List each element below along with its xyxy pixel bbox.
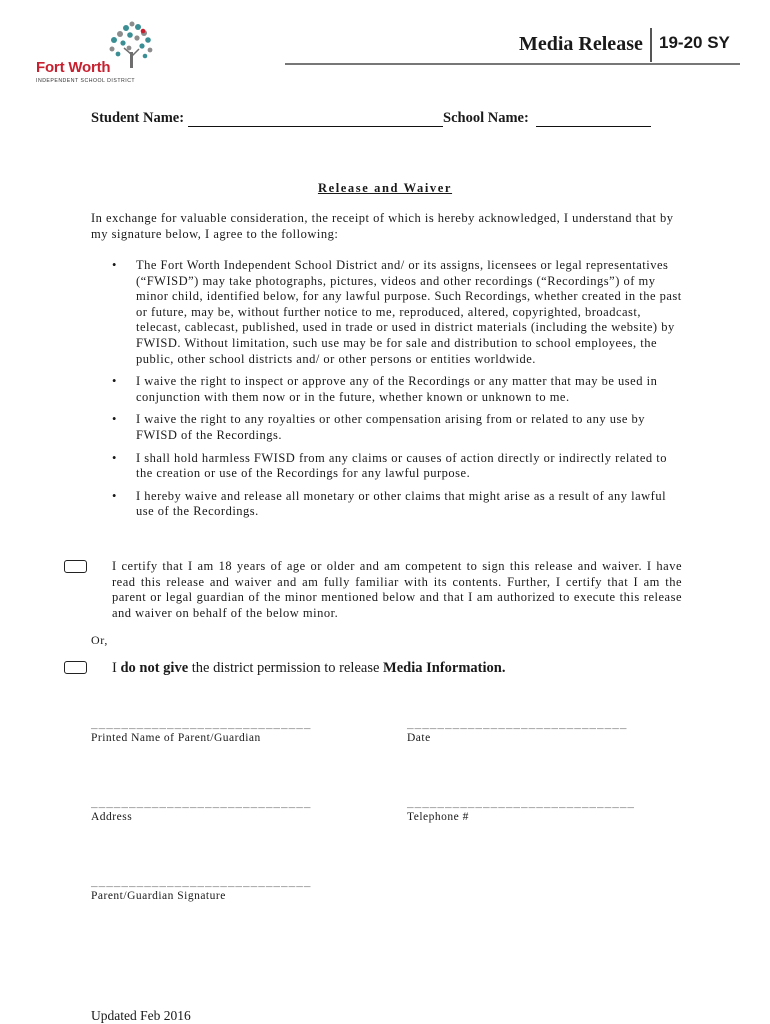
printed-name-field[interactable]: _____________________________ [91,720,312,732]
printed-name-label: Printed Name of Parent/Guardian [91,732,261,744]
logo-wordmark: Fort Worth [36,59,111,76]
bullet-icon: • [112,412,117,427]
school-year: 19-20 SY [659,33,730,52]
bullet-icon: • [112,488,117,503]
page-title: Media Release [519,33,643,55]
list-item [112,374,682,405]
no-permission-prefix: I [112,660,121,676]
bullet-icon: • [112,374,117,389]
address-field[interactable]: _____________________________ [91,799,312,811]
release-terms-list [112,258,682,527]
header-rule [285,63,740,65]
list-item [112,489,682,520]
term-text: I shall hold harmless FWISD from any claims or causes of action directly or indirectly related to the creation or use of the Recordings for any lawful purpose. [136,450,668,481]
certify-checkbox[interactable] [64,560,87,573]
release-heading: Release and Waiver [317,181,453,195]
list-item [112,451,682,482]
bullet-icon: • [112,450,117,465]
term-text: The Fort Worth Independent School District and/ or its assigns, licensees or legal representatives (“FWISD”) may take photographs, pictures, videos and other recordings (“Recordings”) of my minor child, identified below, for any lawful purpose. Such Recordings, whether created in the past or future, may be, without further notice to me, reproduced, altered, copyrighted, broadcast, telecast, cablecast, published, used in trade or used in district materials (including the website) by FWISD. Without limitation, such use may be for sale and distribution to school employees, the public, other school districts and/ or other persons or entities worldwide. [136,258,682,366]
logo-subtitle: INDEPENDENT SCHOOL DISTRICT [36,78,136,84]
certify-text: I certify that I am 18 years of age or older and am competent to sign this release and waiver. I have read this release and waiver and am fully familiar with its contents. Further, I certify that I am the parent or legal guardian of the minor mentioned below and that I am authorized to execute this release and waiver on behalf of the below minor. [112,559,682,620]
telephone-field[interactable]: ______________________________ [407,799,636,811]
telephone-label: Telephone # [407,811,469,823]
no-permission-middle: the district permission to release [188,660,384,676]
no-permission-text [112,660,505,677]
no-permission-checkbox[interactable] [64,661,87,674]
date-label: Date [407,732,431,744]
list-item [112,412,682,443]
title-divider [650,28,652,62]
student-name-field[interactable] [188,126,443,127]
school-name-field[interactable] [536,126,651,127]
no-permission-media: Media Information. [383,660,506,676]
or-label: Or, [91,633,108,647]
term-text: I waive the right to inspect or approve any of the Recordings or any matter that may be used in conjunction with them now or in the future, whether known or unknown to me. [136,374,658,404]
term-text: I waive the right to any royalties or other compensation arising from or related to any use by FWISD of the Recordings. [136,412,646,442]
school-name-label: School Name: [443,110,529,126]
address-label: Address [91,811,133,823]
signature-label: Parent/Guardian Signature [91,890,226,902]
no-permission-emphasis: do not give [120,660,189,676]
student-name-label: Student Name: [91,110,185,126]
term-text: I hereby waive and release all monetary or other claims that might arise as a result of any lawful use of the Recordings. [136,488,667,519]
bullet-icon: • [112,258,117,272]
updated-date: Updated Feb 2016 [91,1008,191,1023]
signature-field[interactable]: _____________________________ [91,878,312,890]
release-intro: In exchange for valuable consideration, the receipt of which is hereby acknowledged, I understand that by my signature below, I agree to the following: [91,211,674,241]
date-field[interactable]: _____________________________ [407,720,628,732]
list-item [112,258,682,367]
